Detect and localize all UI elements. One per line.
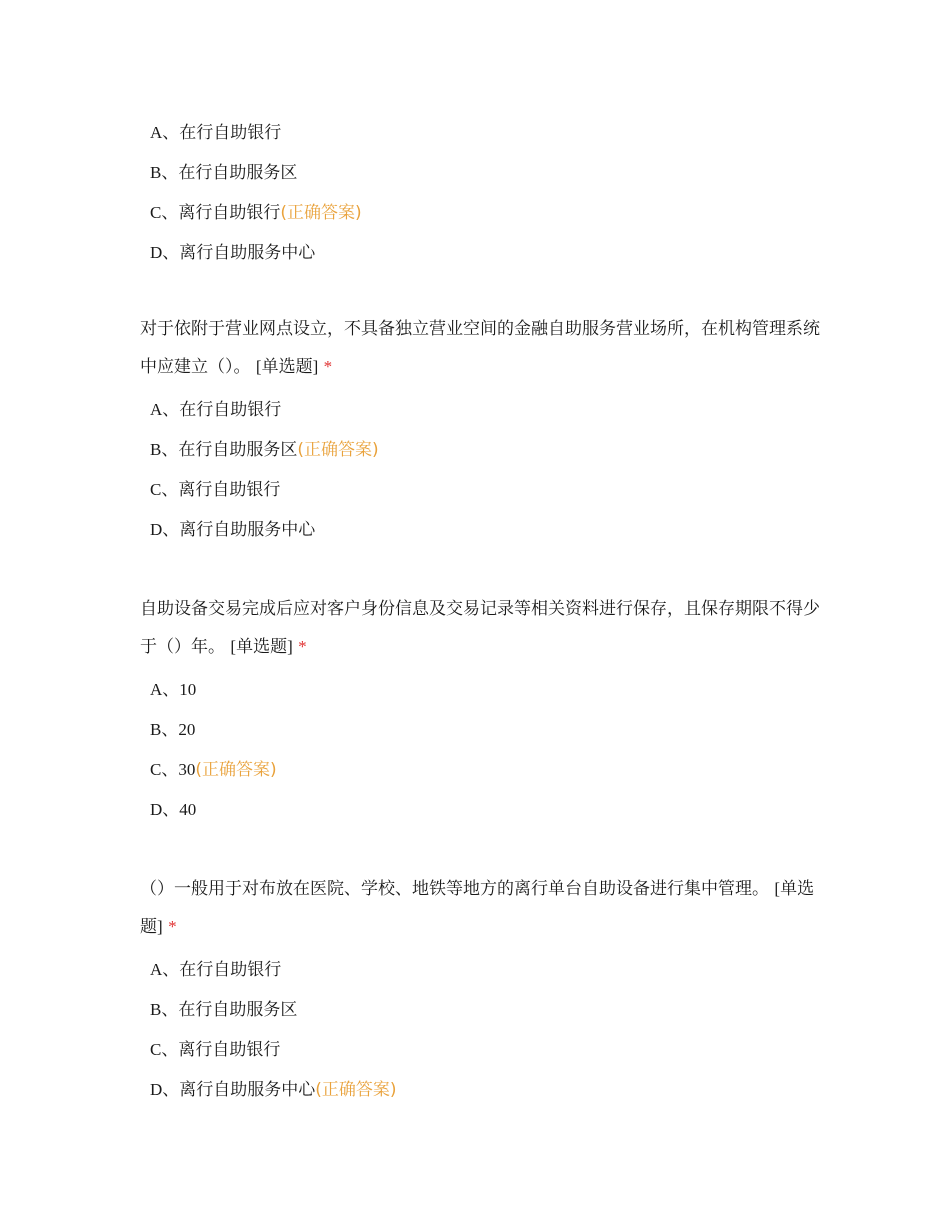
option-text: 10 xyxy=(179,680,197,699)
option-list xyxy=(140,670,830,830)
option-key: C、 xyxy=(150,1040,179,1059)
option-key: A、 xyxy=(150,123,180,142)
option-d[interactable] xyxy=(140,510,830,550)
option-text: 在行自助服务区 xyxy=(178,440,298,460)
option-key: C、 xyxy=(150,203,179,222)
option-key: A、 xyxy=(150,400,180,419)
option-d[interactable] xyxy=(140,1070,830,1110)
option-text: 40 xyxy=(179,800,197,819)
correct-answer-label: (正确答案) xyxy=(315,1080,397,1100)
option-text: 在行自助银行 xyxy=(179,123,282,143)
required-star: * xyxy=(168,917,177,936)
question-block-1 xyxy=(140,113,830,273)
question-title xyxy=(140,310,830,386)
option-list xyxy=(140,113,830,273)
question-type-label: [单选题] xyxy=(230,637,293,656)
question-block-3 xyxy=(140,590,830,830)
question-text: 对于依附于营业网点设立，不具备独立营业空间的金融自助服务营业场所，在机构管理系统中应建立（）。 xyxy=(140,319,820,377)
correct-answer-label: (正确答案) xyxy=(195,760,277,780)
question-text: （）一般用于对布放在医院、学校、地铁等地方的离行单台自助设备进行集中管理。 xyxy=(140,879,769,899)
option-text: 30 xyxy=(178,760,196,779)
option-key: A、 xyxy=(150,960,180,979)
option-list xyxy=(140,390,830,550)
option-key: C、 xyxy=(150,480,179,499)
option-c[interactable] xyxy=(140,750,830,790)
question-title xyxy=(140,590,830,666)
option-d[interactable] xyxy=(140,233,830,273)
option-text: 在行自助服务区 xyxy=(178,163,298,183)
option-text: 离行自助银行 xyxy=(178,203,281,223)
option-text: 离行自助服务中心 xyxy=(179,1080,316,1100)
option-b[interactable] xyxy=(140,710,830,750)
option-key: D、 xyxy=(150,520,180,539)
option-c[interactable] xyxy=(140,1030,830,1070)
question-block-4 xyxy=(140,870,830,1110)
question-text: 自助设备交易完成后应对客户身份信息及交易记录等相关资料进行保存，且保存期限不得少于（）年。 xyxy=(140,599,820,657)
option-d[interactable] xyxy=(140,790,830,830)
correct-answer-label: (正确答案) xyxy=(297,440,379,460)
option-b[interactable] xyxy=(140,990,830,1030)
option-key: B、 xyxy=(150,1000,179,1019)
option-key: C、 xyxy=(150,760,179,779)
correct-answer-label: (正确答案) xyxy=(280,203,362,223)
option-key: A、 xyxy=(150,680,180,699)
option-a[interactable] xyxy=(140,670,830,710)
question-title xyxy=(140,870,830,946)
option-text: 在行自助服务区 xyxy=(178,1000,298,1020)
option-text: 离行自助服务中心 xyxy=(179,243,316,263)
option-text: 在行自助银行 xyxy=(179,400,282,420)
option-c[interactable] xyxy=(140,470,830,510)
question-type-label: [单选题] xyxy=(140,879,815,936)
required-star: * xyxy=(323,357,333,376)
required-star: * xyxy=(298,637,307,656)
option-list xyxy=(140,950,830,1110)
question-type-label: [单选题] xyxy=(255,357,319,376)
option-key: B、 xyxy=(150,440,179,459)
question-block-2 xyxy=(140,310,830,550)
option-key: B、 xyxy=(150,720,179,739)
option-key: D、 xyxy=(150,1080,180,1099)
option-a[interactable] xyxy=(140,950,830,990)
option-text: 离行自助银行 xyxy=(178,1040,281,1060)
option-b[interactable] xyxy=(140,430,830,470)
option-b[interactable] xyxy=(140,153,830,193)
option-text: 在行自助银行 xyxy=(179,960,282,980)
option-text: 20 xyxy=(178,720,196,739)
option-key: D、 xyxy=(150,243,180,262)
option-text: 离行自助服务中心 xyxy=(179,520,316,540)
option-key: B、 xyxy=(150,163,179,182)
option-key: D、 xyxy=(150,800,180,819)
option-a[interactable] xyxy=(140,390,830,430)
option-c[interactable] xyxy=(140,193,830,233)
option-a[interactable] xyxy=(140,113,830,153)
option-text: 离行自助银行 xyxy=(178,480,281,500)
